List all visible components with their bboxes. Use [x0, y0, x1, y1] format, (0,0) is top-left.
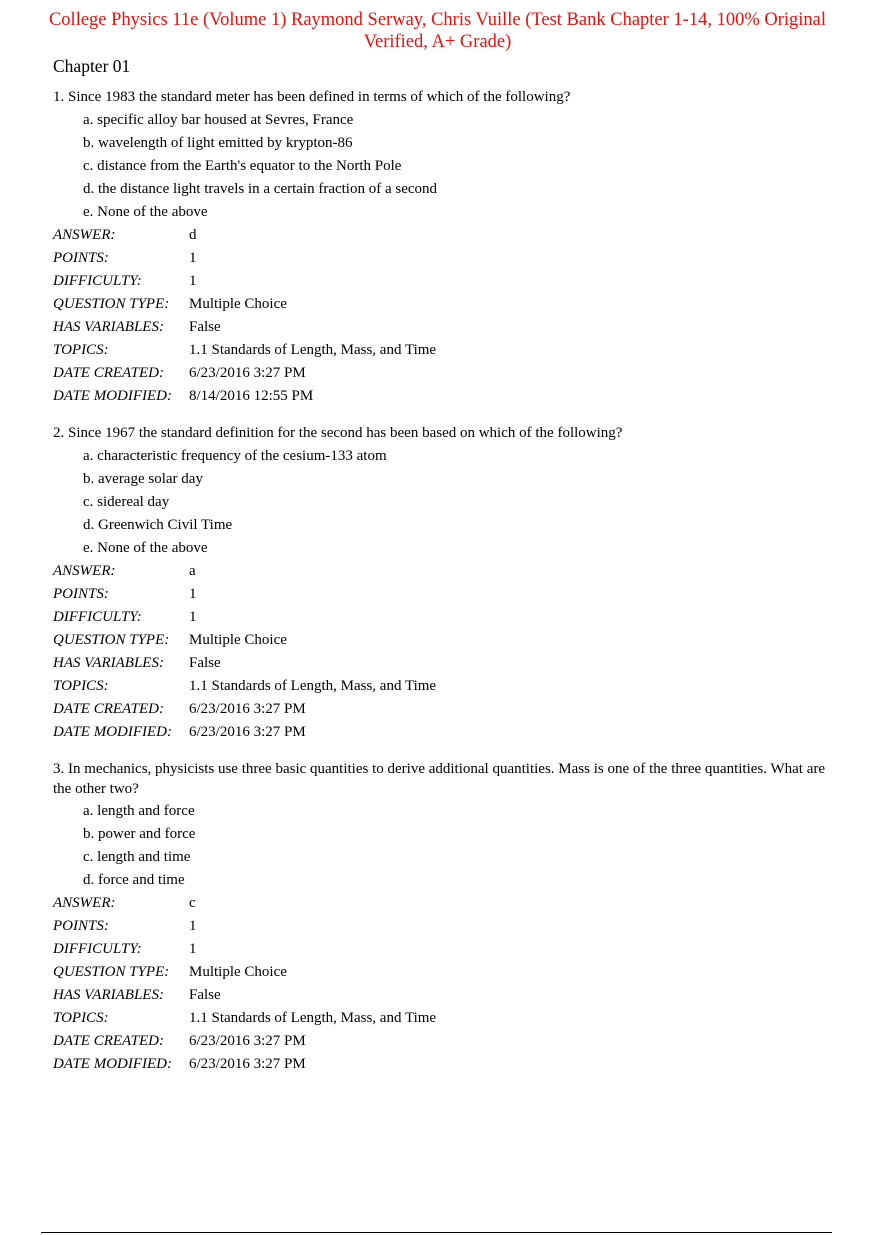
topics-value: 1.1 Standards of Length, Mass, and Time	[189, 677, 437, 694]
option-a: a. length and force	[83, 803, 195, 819]
question-type-row	[53, 629, 843, 652]
has-variables-label: HAS VARIABLES:	[53, 318, 164, 335]
question-3	[53, 760, 843, 1076]
question-type-label: QUESTION TYPE:	[53, 631, 170, 648]
has-variables-label: HAS VARIABLES:	[53, 987, 164, 1003]
answer-row	[53, 560, 843, 583]
difficulty-value: 1	[189, 272, 197, 289]
option-d: d. Greenwich Civil Time	[83, 516, 233, 533]
difficulty-row	[53, 270, 843, 293]
points-value: 1	[189, 585, 197, 602]
date-created-label: DATE CREATED:	[53, 364, 164, 381]
date-created-row	[53, 698, 843, 721]
banner-title-line-2: Verified, A+ Grade)	[363, 32, 512, 52]
date-created-row	[53, 1030, 843, 1053]
answer-label: ANSWER:	[53, 562, 116, 579]
topics-row	[53, 1007, 843, 1030]
date-modified-row	[53, 385, 843, 408]
has-variables-value: False	[189, 654, 221, 671]
question-stem: 1. Since 1983 the standard meter has been defined in terms of which of the following?	[53, 89, 571, 105]
answer-options	[83, 800, 843, 892]
has-variables-row	[53, 316, 843, 339]
option-b: b. power and force	[83, 826, 196, 842]
option-d: d. force and time	[83, 872, 185, 888]
date-created-row	[53, 362, 843, 385]
question-metadata	[53, 224, 843, 408]
question-type-row	[53, 293, 843, 316]
points-label: POINTS:	[53, 918, 109, 934]
date-created-value: 6/23/2016 3:27 PM	[189, 1033, 306, 1049]
option-b: b. wavelength of light emitted by krypton-86	[83, 134, 353, 151]
question-type-label: QUESTION TYPE:	[53, 964, 170, 980]
question-metadata	[53, 560, 843, 744]
difficulty-label: DIFFICULTY:	[53, 608, 142, 625]
has-variables-value: False	[189, 318, 221, 335]
chapter-title: Chapter 01	[53, 56, 131, 76]
points-label: POINTS:	[53, 249, 109, 266]
answer-options	[83, 445, 843, 560]
points-value: 1	[189, 918, 197, 934]
document-banner	[20, 9, 855, 53]
answer-value: c	[189, 895, 196, 911]
question-stem: 3. In mechanics, physicists use three basic quantities to derive additional quantities. Mass is one of the three quantities. What are the other two?	[53, 761, 826, 797]
question-type-label: QUESTION TYPE:	[53, 295, 170, 312]
date-modified-row	[53, 721, 843, 744]
answer-options	[83, 109, 843, 224]
difficulty-value: 1	[189, 608, 197, 625]
answer-label: ANSWER:	[53, 895, 116, 911]
date-modified-value: 8/14/2016 12:55 PM	[189, 387, 314, 404]
points-label: POINTS:	[53, 585, 109, 602]
option-a: a. characteristic frequency of the cesium-133 atom	[83, 447, 387, 464]
topics-row	[53, 339, 843, 362]
has-variables-value: False	[189, 987, 221, 1003]
question-stem: 2. Since 1967 the standard definition for the second has been based on which of the following?	[53, 425, 623, 441]
date-modified-label: DATE MODIFIED:	[53, 1056, 172, 1072]
date-modified-value: 6/23/2016 3:27 PM	[189, 723, 306, 740]
answer-value: d	[189, 226, 197, 243]
date-created-label: DATE CREATED:	[53, 700, 164, 717]
points-row	[53, 583, 843, 606]
topics-label: TOPICS:	[53, 677, 109, 694]
footer-divider	[41, 1232, 832, 1233]
option-d: d. the distance light travels in a certain fraction of a second	[83, 180, 438, 197]
question-type-row	[53, 961, 843, 984]
date-modified-value: 6/23/2016 3:27 PM	[189, 1056, 306, 1072]
points-value: 1	[189, 249, 197, 266]
answer-value: a	[189, 562, 196, 579]
difficulty-value: 1	[189, 941, 197, 957]
option-c: c. sidereal day	[83, 493, 170, 510]
option-c: c. distance from the Earth's equator to the North Pole	[83, 157, 402, 174]
option-c: c. length and time	[83, 849, 191, 865]
difficulty-row	[53, 606, 843, 629]
question-1	[53, 88, 843, 408]
topics-label: TOPICS:	[53, 1010, 109, 1026]
difficulty-row	[53, 938, 843, 961]
answer-row	[53, 224, 843, 247]
topics-row	[53, 675, 843, 698]
date-created-value: 6/23/2016 3:27 PM	[189, 700, 306, 717]
topics-value: 1.1 Standards of Length, Mass, and Time	[189, 1010, 437, 1026]
option-b: b. average solar day	[83, 470, 203, 487]
question-metadata	[53, 892, 843, 1076]
topics-label: TOPICS:	[53, 341, 109, 358]
points-row	[53, 247, 843, 270]
difficulty-label: DIFFICULTY:	[53, 941, 142, 957]
has-variables-label: HAS VARIABLES:	[53, 654, 164, 671]
question-type-value: Multiple Choice	[189, 295, 287, 312]
question-type-value: Multiple Choice	[189, 964, 287, 980]
has-variables-row	[53, 984, 843, 1007]
banner-title-line-1: College Physics 11e (Volume 1) Raymond Serway, Chris Vuille (Test Bank Chapter 1-14, 100% Original	[48, 10, 827, 30]
option-e: e. None of the above	[83, 203, 208, 220]
date-modified-label: DATE MODIFIED:	[53, 387, 172, 404]
option-e: e. None of the above	[83, 539, 208, 556]
question-type-value: Multiple Choice	[189, 631, 287, 648]
question-2	[53, 424, 843, 744]
answer-row	[53, 892, 843, 915]
date-modified-row	[53, 1053, 843, 1076]
has-variables-row	[53, 652, 843, 675]
difficulty-label: DIFFICULTY:	[53, 272, 142, 289]
date-created-label: DATE CREATED:	[53, 1033, 164, 1049]
option-a: a. specific alloy bar housed at Sevres, France	[83, 111, 354, 128]
answer-label: ANSWER:	[53, 226, 116, 243]
date-created-value: 6/23/2016 3:27 PM	[189, 364, 306, 381]
topics-value: 1.1 Standards of Length, Mass, and Time	[189, 341, 437, 358]
date-modified-label: DATE MODIFIED:	[53, 723, 172, 740]
points-row	[53, 915, 843, 938]
